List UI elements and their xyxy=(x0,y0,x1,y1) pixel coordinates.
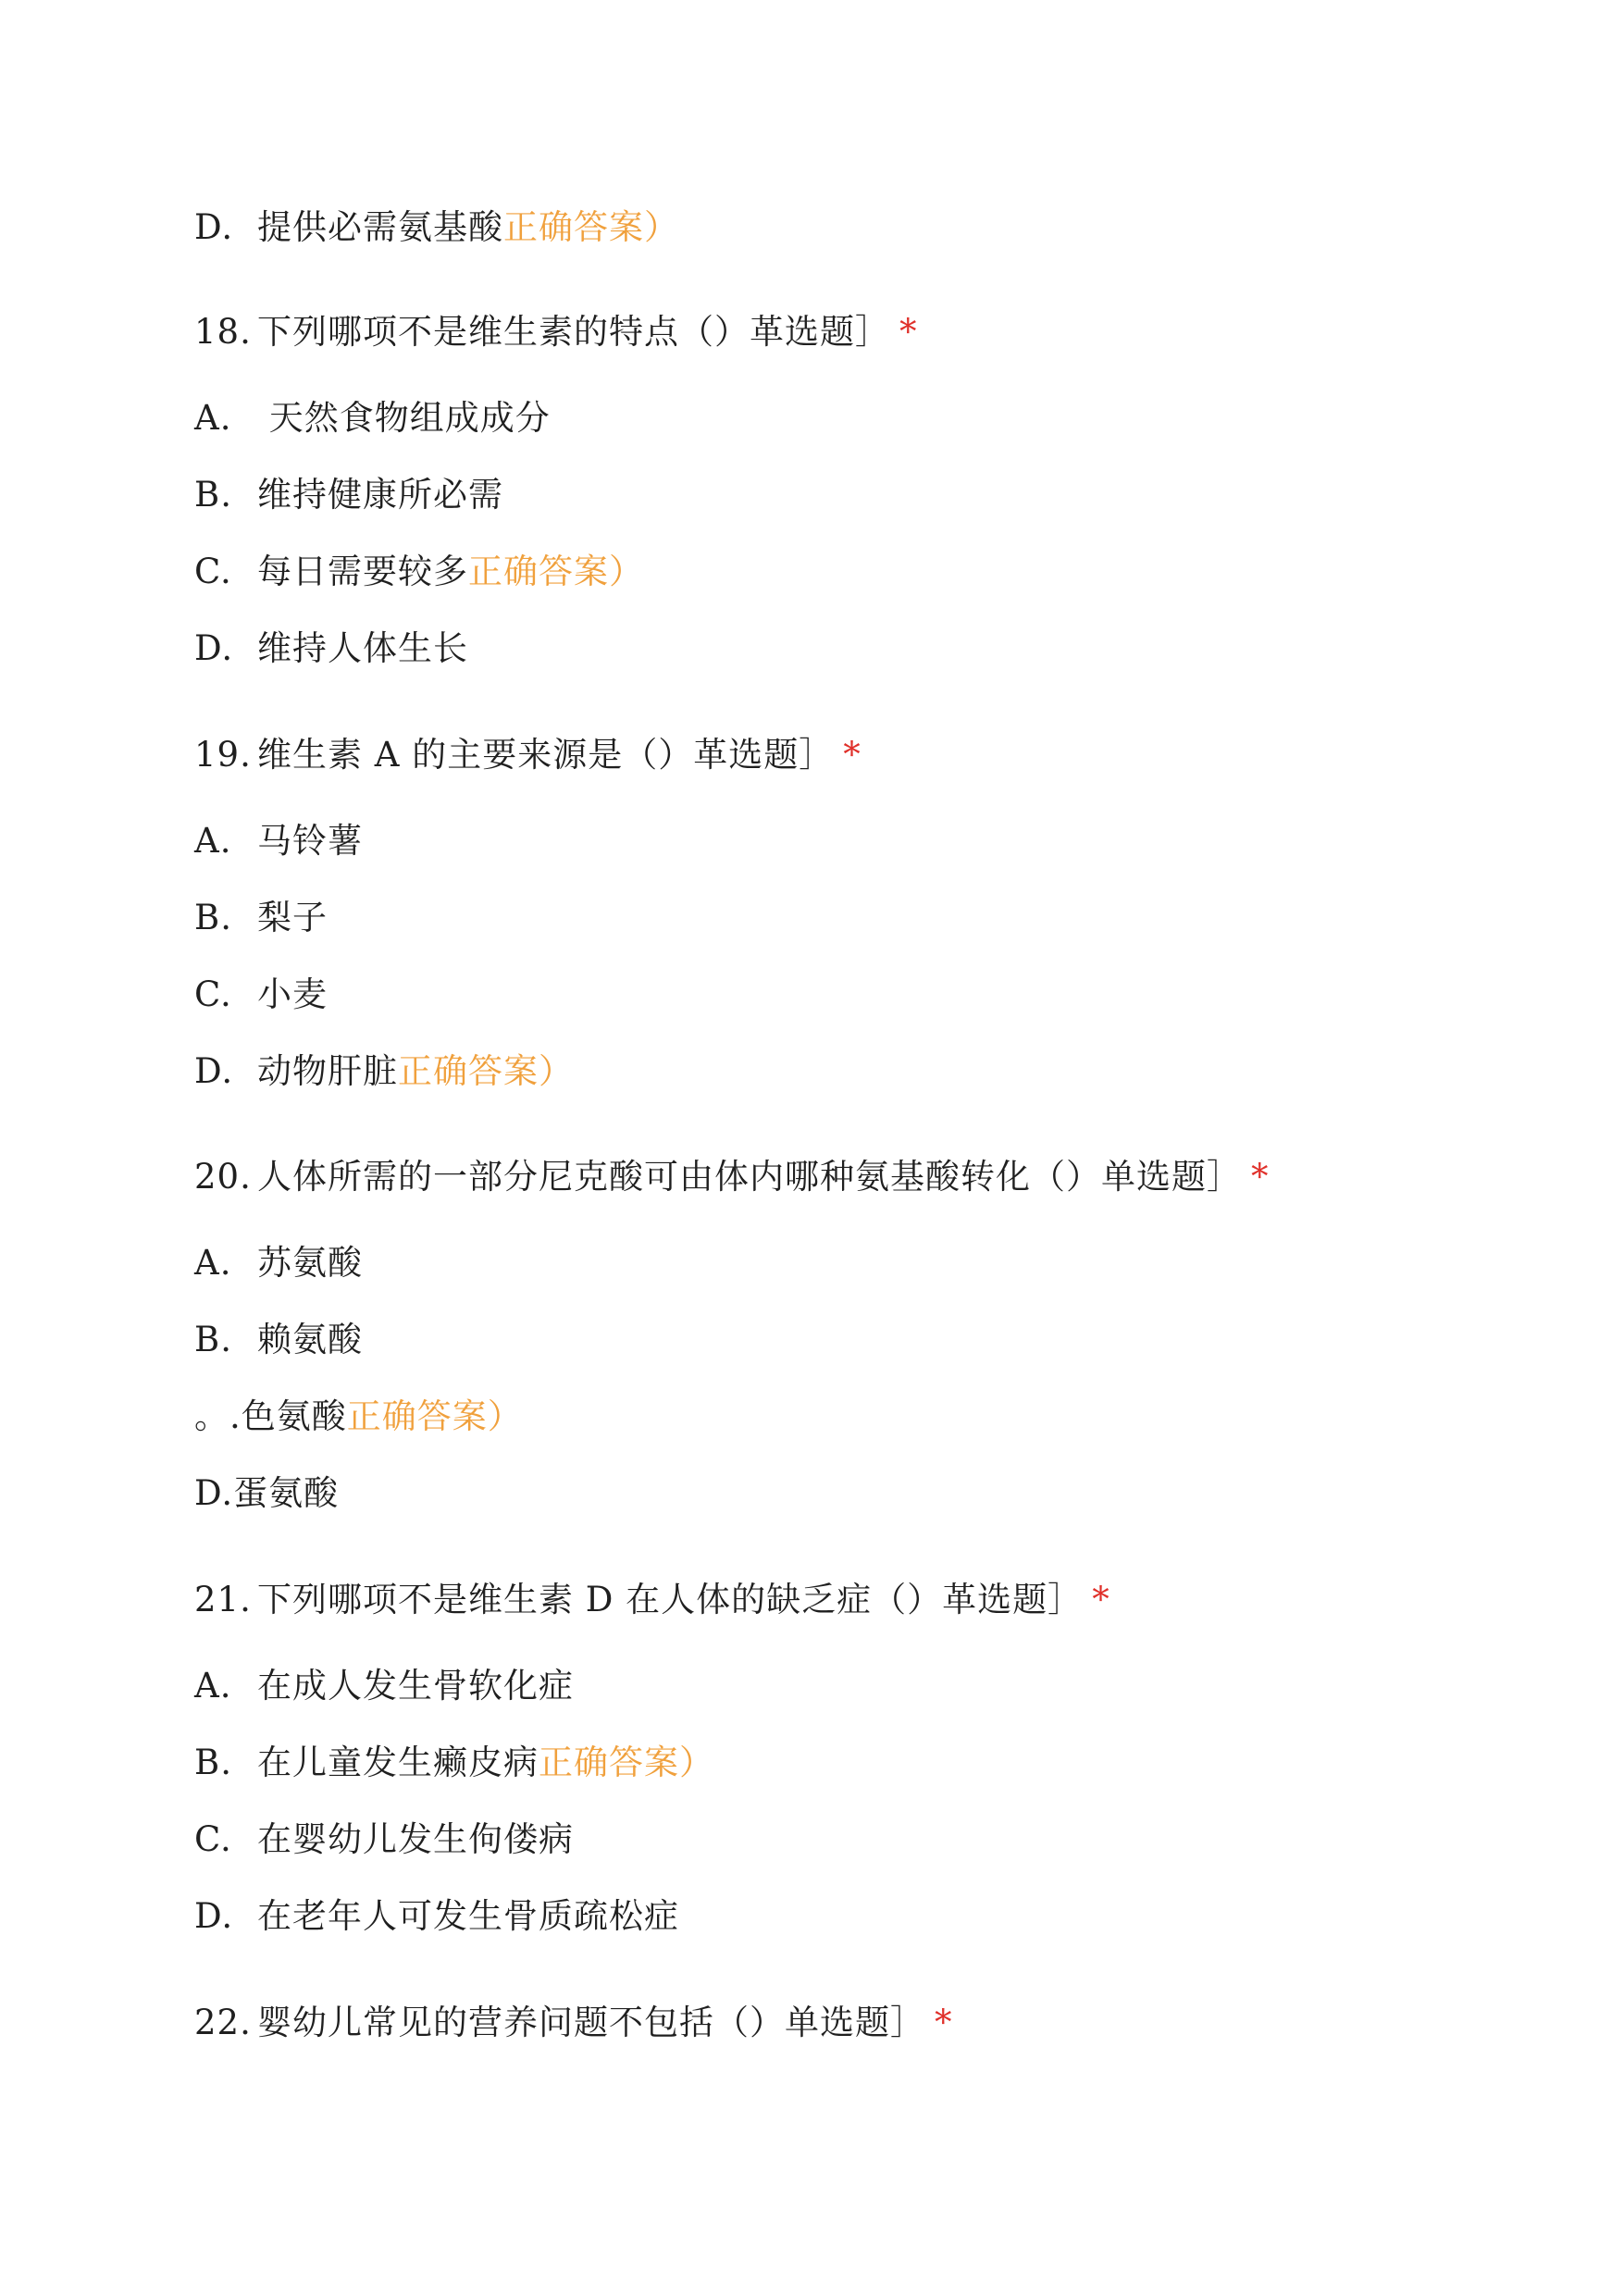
q20-option-c xyxy=(194,1395,523,1439)
option-text: 在成人发生骨软化症 xyxy=(257,1666,574,1706)
option-label: 。. xyxy=(194,1396,242,1436)
correct-answer-mark: 正确答案） xyxy=(539,1743,714,1782)
q19-option-d xyxy=(194,1049,574,1094)
correct-answer-mark: 正确答案） xyxy=(398,1051,574,1091)
option-text: 提供必需氨基酸 xyxy=(257,207,503,247)
option-text: 蛋氨酸 xyxy=(233,1473,340,1513)
option-label: B. xyxy=(194,1320,232,1359)
required-star-icon: * xyxy=(899,312,918,352)
q20-option-d xyxy=(194,1471,339,1516)
question-text: 婴幼儿常见的营养问题不包括（）单选题］ xyxy=(257,2003,925,2042)
required-star-icon: * xyxy=(843,735,862,775)
question-22 xyxy=(194,2001,953,2045)
question-number: 22. xyxy=(194,2003,252,2042)
option-label: A. xyxy=(194,1243,232,1283)
option-text: 维持健康所必需 xyxy=(257,475,503,515)
option-label: D. xyxy=(194,1473,234,1513)
option-text: 小麦 xyxy=(257,974,328,1014)
option-text: 维持人体生长 xyxy=(257,628,468,668)
option-label: B. xyxy=(194,1743,232,1782)
option-label: D. xyxy=(194,1896,234,1936)
option-label: C. xyxy=(194,552,232,591)
q19-option-b xyxy=(194,896,328,940)
q17-option-d xyxy=(194,205,679,250)
question-number: 18. xyxy=(194,312,252,352)
question-number: 19. xyxy=(194,735,252,775)
question-number: 21. xyxy=(194,1580,252,1619)
q19-option-a xyxy=(194,819,363,863)
option-text: 色氨酸 xyxy=(241,1396,347,1436)
option-text: 梨子 xyxy=(257,898,328,937)
required-star-icon: * xyxy=(935,2003,953,2042)
option-text: 苏氨酸 xyxy=(257,1243,363,1283)
option-text: 天然食物组成成分 xyxy=(257,398,551,438)
correct-answer-mark: 正确答案） xyxy=(346,1396,523,1436)
option-label: B. xyxy=(194,475,232,515)
question-text: 人体所需的一部分尼克酸可由体内哪种氨基酸转化（）单选题］ xyxy=(257,1157,1242,1197)
option-text: 在儿童发生癞皮病 xyxy=(257,1743,539,1782)
correct-answer-mark: 正确答案） xyxy=(468,552,644,591)
option-label: C. xyxy=(194,974,232,1014)
option-text: 赖氨酸 xyxy=(257,1320,363,1359)
option-label: D. xyxy=(194,207,234,247)
q18-option-c xyxy=(194,550,644,594)
question-text: 下列哪项不是维生素 D 在人体的缺乏症（）革选题］ xyxy=(257,1580,1084,1619)
q18-option-d xyxy=(194,626,468,671)
option-label: B. xyxy=(194,898,232,937)
option-text: 动物肝脏 xyxy=(257,1051,398,1091)
q18-option-b xyxy=(194,473,503,517)
q21-option-c xyxy=(194,1817,574,1862)
question-18 xyxy=(194,310,918,354)
question-19 xyxy=(194,733,862,777)
option-label: D. xyxy=(194,628,234,668)
q20-option-a xyxy=(194,1241,363,1285)
required-star-icon: * xyxy=(1251,1157,1270,1197)
question-21 xyxy=(194,1578,1110,1622)
q21-option-b xyxy=(194,1741,714,1785)
option-label: A. xyxy=(194,398,232,438)
option-text: 每日需要较多 xyxy=(257,552,468,591)
question-text: 维生素 A 的主要来源是（）革选题］ xyxy=(257,735,835,775)
option-text: 在老年人可发生骨质疏松症 xyxy=(257,1896,679,1936)
question-text: 下列哪项不是维生素的特点（）革选题］ xyxy=(257,312,890,352)
correct-answer-mark: 正确答案） xyxy=(503,207,679,247)
option-label: D. xyxy=(194,1051,234,1091)
option-label: C. xyxy=(194,1819,232,1859)
question-number: 20. xyxy=(194,1157,252,1197)
question-20 xyxy=(194,1155,1270,1199)
option-text: 马铃薯 xyxy=(257,821,363,861)
required-star-icon: * xyxy=(1092,1580,1110,1619)
option-text: 在婴幼儿发生佝偻病 xyxy=(257,1819,574,1859)
q21-option-d xyxy=(194,1894,679,1939)
option-label: A. xyxy=(194,1666,232,1706)
q20-option-b xyxy=(194,1318,363,1362)
option-label: A. xyxy=(194,821,232,861)
q18-option-a xyxy=(194,396,551,440)
q21-option-a xyxy=(194,1664,574,1708)
q19-option-c xyxy=(194,973,328,1017)
